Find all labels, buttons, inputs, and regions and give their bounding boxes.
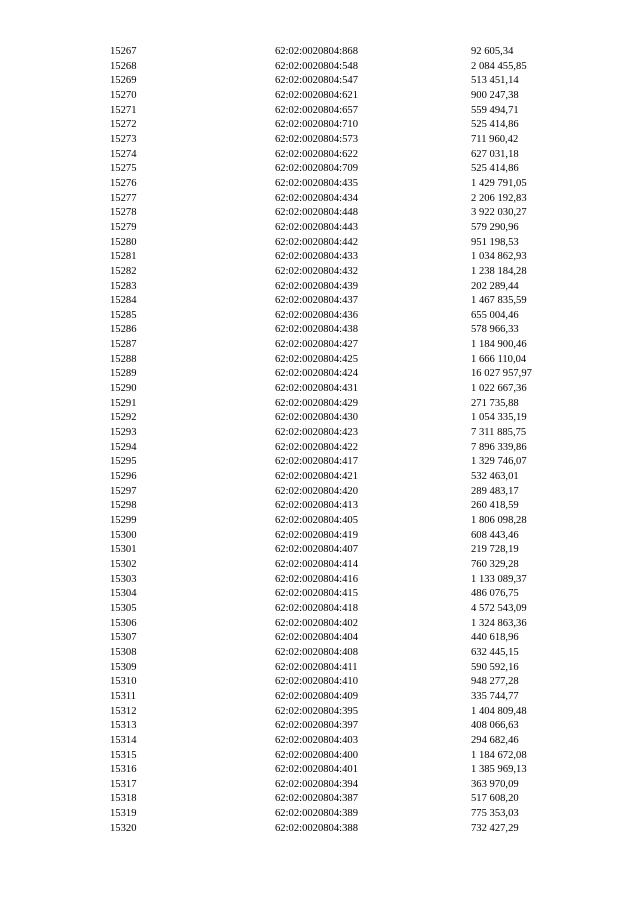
table-row (0, 206, 640, 221)
value-cell: 289 483,17 (471, 485, 519, 497)
cadastral-number-cell: 62:02:0020804:416 (275, 573, 358, 585)
cadastral-number-cell: 62:02:0020804:547 (275, 75, 358, 87)
cadastral-number-cell: 62:02:0020804:433 (275, 251, 358, 263)
table-row (0, 192, 640, 207)
value-cell: 1 404 809,48 (471, 705, 527, 717)
table-row (0, 558, 640, 573)
value-cell: 1 034 862,93 (471, 251, 527, 263)
row-number-cell: 15285 (110, 309, 137, 321)
cadastral-number-cell: 62:02:0020804:414 (275, 558, 358, 570)
row-number-cell: 15272 (110, 119, 137, 131)
value-cell: 951 198,53 (471, 236, 519, 248)
cadastral-number-cell: 62:02:0020804:408 (275, 646, 358, 658)
table-row (0, 763, 640, 778)
table-row (0, 133, 640, 148)
row-number-cell: 15302 (110, 558, 137, 570)
value-cell: 1 133 089,37 (471, 573, 527, 585)
value-cell: 7 311 885,75 (471, 427, 527, 439)
cadastral-number-cell: 62:02:0020804:415 (275, 588, 358, 600)
cadastral-number-cell: 62:02:0020804:418 (275, 602, 358, 614)
table-row (0, 719, 640, 734)
table-row (0, 74, 640, 89)
row-number-cell: 15291 (110, 397, 137, 409)
value-cell: 1 324 863,36 (471, 617, 527, 629)
row-number-cell: 15294 (110, 441, 137, 453)
cadastral-number-cell: 62:02:0020804:439 (275, 280, 358, 292)
row-number-cell: 15313 (110, 720, 137, 732)
row-number-cell: 15269 (110, 75, 137, 87)
value-cell: 590 592,16 (471, 661, 519, 673)
row-number-cell: 15281 (110, 251, 137, 263)
value-cell: 1 429 791,05 (471, 177, 527, 189)
value-cell: 7 896 339,86 (471, 441, 527, 453)
value-cell: 1 329 746,07 (471, 456, 527, 468)
value-cell: 578 966,33 (471, 324, 519, 336)
cadastral-number-cell: 62:02:0020804:402 (275, 617, 358, 629)
value-cell: 517 608,20 (471, 793, 519, 805)
value-cell: 294 682,46 (471, 734, 519, 746)
value-cell: 3 922 030,27 (471, 207, 527, 219)
cadastral-number-cell: 62:02:0020804:548 (275, 60, 358, 72)
row-number-cell: 15310 (110, 676, 137, 688)
table-row (0, 675, 640, 690)
row-number-cell: 15267 (110, 46, 137, 57)
value-cell: 1 467 835,59 (471, 295, 527, 307)
cadastral-number-cell: 62:02:0020804:573 (275, 133, 358, 145)
cadastral-number-cell: 62:02:0020804:421 (275, 471, 358, 483)
value-cell: 608 443,46 (471, 529, 519, 541)
cadastral-number-cell: 62:02:0020804:425 (275, 353, 358, 365)
row-number-cell: 15274 (110, 148, 137, 160)
table-row (0, 543, 640, 558)
cadastral-number-cell: 62:02:0020804:448 (275, 207, 358, 219)
value-cell: 732 427,29 (471, 822, 519, 834)
value-cell: 271 735,88 (471, 397, 519, 409)
row-number-cell: 15308 (110, 646, 137, 658)
row-number-cell: 15273 (110, 133, 137, 145)
table-row (0, 514, 640, 529)
table-row (0, 104, 640, 119)
value-cell: 632 445,15 (471, 646, 519, 658)
value-cell: 1 022 667,36 (471, 383, 527, 395)
cadastral-number-cell: 62:02:0020804:868 (275, 46, 358, 57)
value-cell: 627 031,18 (471, 148, 519, 160)
row-number-cell: 15315 (110, 749, 137, 761)
table-row (0, 690, 640, 705)
row-number-cell: 15270 (110, 89, 137, 101)
row-number-cell: 15298 (110, 500, 137, 512)
value-cell: 2 206 192,83 (471, 192, 527, 204)
value-cell: 1 385 969,13 (471, 764, 527, 776)
table-row (0, 89, 640, 104)
table-row (0, 60, 640, 75)
cadastral-number-cell: 62:02:0020804:427 (275, 339, 358, 351)
row-number-cell: 15314 (110, 734, 137, 746)
table-row (0, 118, 640, 133)
cadastral-number-cell: 62:02:0020804:409 (275, 690, 358, 702)
cadastral-number-cell: 62:02:0020804:423 (275, 427, 358, 439)
value-cell: 532 463,01 (471, 471, 519, 483)
table-row (0, 617, 640, 632)
row-number-cell: 15292 (110, 412, 137, 424)
row-number-cell: 15301 (110, 544, 137, 556)
value-cell: 16 027 957,97 (471, 368, 532, 380)
cadastral-number-cell: 62:02:0020804:405 (275, 515, 358, 526)
table-row (0, 411, 640, 426)
table-row (0, 602, 640, 617)
row-number-cell: 15311 (110, 690, 137, 702)
row-number-cell: 15289 (110, 368, 137, 380)
row-number-cell: 15271 (110, 104, 137, 116)
row-number-cell: 15284 (110, 295, 137, 307)
cadastral-number-cell: 62:02:0020804:400 (275, 749, 358, 761)
cadastral-number-cell: 62:02:0020804:622 (275, 148, 358, 160)
cadastral-number-cell: 62:02:0020804:657 (275, 104, 358, 116)
cadastral-number-cell: 62:02:0020804:438 (275, 324, 358, 336)
table-row (0, 367, 640, 382)
table-row (0, 499, 640, 514)
value-cell: 1 054 335,19 (471, 412, 527, 424)
cadastral-number-cell: 62:02:0020804:435 (275, 177, 358, 189)
row-number-cell: 15306 (110, 617, 137, 629)
cadastral-number-cell: 62:02:0020804:710 (275, 119, 358, 131)
cadastral-number-cell: 62:02:0020804:404 (275, 632, 358, 644)
table-row (0, 177, 640, 192)
row-number-cell: 15300 (110, 529, 137, 541)
value-cell: 92 605,34 (471, 46, 514, 57)
table-row (0, 822, 640, 837)
row-number-cell: 15303 (110, 573, 137, 585)
cadastral-number-cell: 62:02:0020804:709 (275, 163, 358, 175)
table-row (0, 236, 640, 251)
cadastral-number-cell: 62:02:0020804:431 (275, 383, 358, 395)
value-cell: 775 353,03 (471, 808, 519, 820)
data-table (0, 45, 640, 836)
cadastral-number-cell: 62:02:0020804:407 (275, 544, 358, 556)
value-cell: 2 084 455,85 (471, 60, 527, 72)
row-number-cell: 15288 (110, 353, 137, 365)
value-cell: 363 970,09 (471, 778, 519, 790)
value-cell: 579 290,96 (471, 221, 519, 233)
row-number-cell: 15280 (110, 236, 137, 248)
row-number-cell: 15278 (110, 207, 137, 219)
cadastral-number-cell: 62:02:0020804:621 (275, 89, 358, 101)
table-row (0, 749, 640, 764)
table-row (0, 705, 640, 720)
row-number-cell: 15316 (110, 764, 137, 776)
value-cell: 219 728,19 (471, 544, 519, 556)
value-cell: 1 238 184,28 (471, 265, 527, 277)
row-number-cell: 15283 (110, 280, 137, 292)
cadastral-number-cell: 62:02:0020804:436 (275, 309, 358, 321)
cadastral-number-cell: 62:02:0020804:437 (275, 295, 358, 307)
value-cell: 1 184 672,08 (471, 749, 527, 761)
table-row (0, 280, 640, 295)
row-number-cell: 15317 (110, 778, 137, 790)
row-number-cell: 15299 (110, 515, 137, 526)
cadastral-number-cell: 62:02:0020804:394 (275, 778, 358, 790)
value-cell: 408 066,63 (471, 720, 519, 732)
table-row (0, 646, 640, 661)
cadastral-number-cell: 62:02:0020804:429 (275, 397, 358, 409)
value-cell: 559 494,71 (471, 104, 519, 116)
row-number-cell: 15312 (110, 705, 137, 717)
row-number-cell: 15319 (110, 808, 137, 820)
table-row (0, 162, 640, 177)
value-cell: 711 960,42 (471, 133, 519, 145)
cadastral-number-cell: 62:02:0020804:419 (275, 529, 358, 541)
row-number-cell: 15282 (110, 265, 137, 277)
table-row (0, 455, 640, 470)
row-number-cell: 15279 (110, 221, 137, 233)
table-row (0, 573, 640, 588)
cadastral-number-cell: 62:02:0020804:413 (275, 500, 358, 512)
row-number-cell: 15305 (110, 602, 137, 614)
cadastral-number-cell: 62:02:0020804:420 (275, 485, 358, 497)
cadastral-number-cell: 62:02:0020804:443 (275, 221, 358, 233)
value-cell: 440 618,96 (471, 632, 519, 644)
value-cell: 513 451,14 (471, 75, 519, 87)
table-row (0, 397, 640, 412)
row-number-cell: 15268 (110, 60, 137, 72)
table-row (0, 265, 640, 280)
row-number-cell: 15307 (110, 632, 137, 644)
table-row (0, 529, 640, 544)
table-row (0, 353, 640, 368)
table-row (0, 309, 640, 324)
cadastral-number-cell: 62:02:0020804:410 (275, 676, 358, 688)
row-number-cell: 15295 (110, 456, 137, 468)
cadastral-number-cell: 62:02:0020804:389 (275, 808, 358, 820)
row-number-cell: 15320 (110, 822, 137, 834)
value-cell: 655 004,46 (471, 309, 519, 321)
cadastral-number-cell: 62:02:0020804:434 (275, 192, 358, 204)
table-row (0, 661, 640, 676)
cadastral-number-cell: 62:02:0020804:388 (275, 822, 358, 834)
table-row (0, 148, 640, 163)
value-cell: 525 414,86 (471, 119, 519, 131)
table-row (0, 338, 640, 353)
row-number-cell: 15286 (110, 324, 137, 336)
cadastral-number-cell: 62:02:0020804:387 (275, 793, 358, 805)
row-number-cell: 15287 (110, 339, 137, 351)
cadastral-number-cell: 62:02:0020804:411 (275, 661, 358, 673)
row-number-cell: 15304 (110, 588, 137, 600)
cadastral-number-cell: 62:02:0020804:417 (275, 456, 358, 468)
table-row (0, 807, 640, 822)
table-row (0, 778, 640, 793)
value-cell: 4 572 543,09 (471, 602, 527, 614)
table-row (0, 470, 640, 485)
cadastral-number-cell: 62:02:0020804:395 (275, 705, 358, 717)
cadastral-number-cell: 62:02:0020804:403 (275, 734, 358, 746)
table-row (0, 587, 640, 602)
value-cell: 202 289,44 (471, 280, 519, 292)
cadastral-number-cell: 62:02:0020804:432 (275, 265, 358, 277)
value-cell: 486 076,75 (471, 588, 519, 600)
value-cell: 760 329,28 (471, 558, 519, 570)
row-number-cell: 15293 (110, 427, 137, 439)
cadastral-number-cell: 62:02:0020804:442 (275, 236, 358, 248)
row-number-cell: 15318 (110, 793, 137, 805)
table-row (0, 221, 640, 236)
cadastral-number-cell: 62:02:0020804:401 (275, 764, 358, 776)
value-cell: 1 184 900,46 (471, 339, 527, 351)
row-number-cell: 15275 (110, 163, 137, 175)
value-cell: 948 277,28 (471, 676, 519, 688)
value-cell: 525 414,86 (471, 163, 519, 175)
value-cell: 1 666 110,04 (471, 353, 527, 365)
row-number-cell: 15276 (110, 177, 137, 189)
table-row (0, 792, 640, 807)
row-number-cell: 15297 (110, 485, 137, 497)
cadastral-number-cell: 62:02:0020804:397 (275, 720, 358, 732)
table-row (0, 441, 640, 456)
value-cell: 260 418,59 (471, 500, 519, 512)
table-row (0, 382, 640, 397)
table-row (0, 323, 640, 338)
cadastral-number-cell: 62:02:0020804:424 (275, 368, 358, 380)
row-number-cell: 15296 (110, 471, 137, 483)
cadastral-number-cell: 62:02:0020804:430 (275, 412, 358, 424)
value-cell: 1 806 098,28 (471, 515, 527, 526)
row-number-cell: 15309 (110, 661, 137, 673)
table-row (0, 426, 640, 441)
table-row (0, 485, 640, 500)
row-number-cell: 15290 (110, 383, 137, 395)
table-row (0, 250, 640, 265)
value-cell: 900 247,38 (471, 89, 519, 101)
table-row (0, 294, 640, 309)
table-row (0, 631, 640, 646)
table-row (0, 734, 640, 749)
value-cell: 335 744,77 (471, 690, 519, 702)
row-number-cell: 15277 (110, 192, 137, 204)
table-row (0, 45, 640, 60)
cadastral-number-cell: 62:02:0020804:422 (275, 441, 358, 453)
